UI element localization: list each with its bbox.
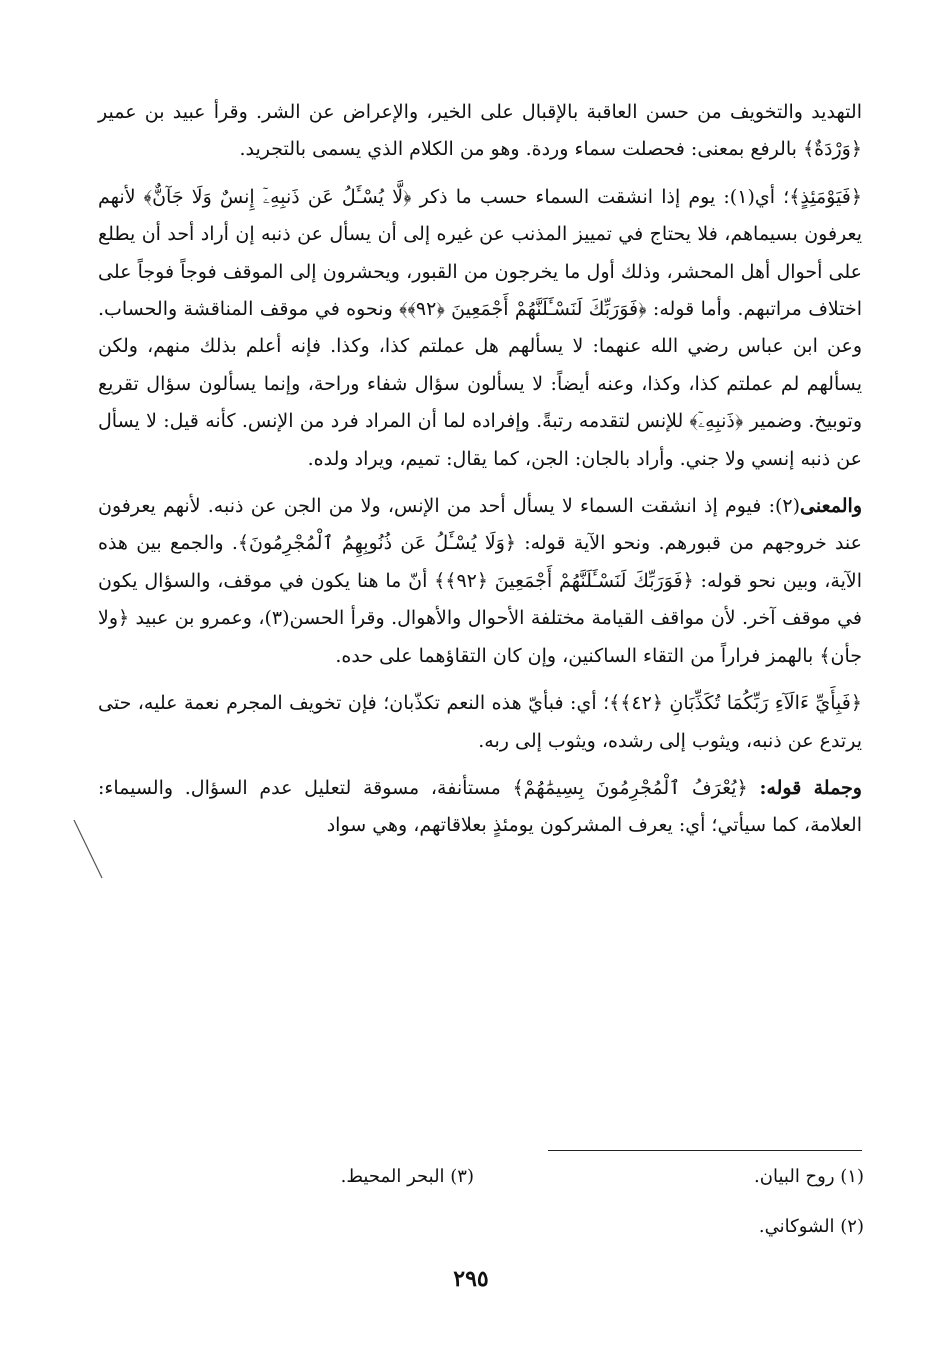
paragraph-3-text: (٢): فيوم إذ انشقت السماء لا يسأل أحد من الإنس، ولا من الجن عن ذنبه. لأنهم يعرفون عند خروجهم من قبورهم. ونحو الآية قوله: ﴿وَلَا يُسْـَٔلُ عَن ذُنُوبِهِمُ ٱلْمُجْرِمُونَ﴾. والجمع بين هذه الآية، وبين نحو قوله: ﴿فَوَرَبِّكَ لَنَسْـَٔلَنَّهُمْ أَجْمَعِينَ ﴿٩٢﴾﴾ أنّ ما هنا يكون في موقف، والسؤال يكون في موقف آخر. لأن مواقف القيامة مختلفة الأحوال والأهوال. وقرأ الحسن(٣)، وعمرو بن عبيد ﴿ولا جأن﴾ بالهمز فراراً من التقاء الساكنين، وإن كان التقاؤهما على حده. (98, 495, 862, 667)
footnote-3: (٣) البحر المحيط. (340, 1166, 474, 1187)
footnote-1: (١) روح البيان. (754, 1166, 864, 1187)
paragraph-5 (98, 770, 862, 845)
paragraph-3 (98, 488, 862, 675)
paragraph-1: التهديد والتخويف من حسن العاقبة بالإقبال على الخير، والإعراض عن الشر. وقرأ عبيد بن عمير ﴿وَرْدَةٌ﴾ بالرفع بمعنى: فحصلت سماء وردة. وهو من الكلام الذي يسمى بالتجريد. (98, 101, 862, 161)
footnote-divider (548, 1150, 862, 1151)
paragraph-4: ﴿فَبِأَيِّ ءَالَآءِ رَبِّكُمَا تُكَذِّبَانِ ﴿٤٢﴾﴾؛ أي: فبأيّ هذه النعم تكذّبان؛ فإن تخويف المجرم نعمة عليه، حتى يرتدع عن ذنبه، ويثوب إلى رشده، ويثوب إلى ربه. (98, 692, 862, 752)
footnotes (104, 1166, 864, 1266)
footnote-2: (٢) الشوكاني. (758, 1216, 864, 1237)
scan-mark-line (72, 818, 106, 882)
main-text (98, 94, 862, 845)
paragraph-5-lead: وجملة قوله: (759, 776, 862, 799)
paragraph-5-text: ﴿يُعْرَفُ ٱلْمُجْرِمُونَ بِسِيمَٰهُمْ﴾ مستأنفة، مسوقة لتعليل عدم السؤال. والسيماء: العلامة، كما سيأتي؛ أي: يعرف المشركون يومئذٍ بعلاقاتهم، وهي سواد (98, 776, 862, 837)
paragraph-2: ﴿فَيَوْمَئِذٍ﴾؛ أي(١): يوم إذا انشقت السماء حسب ما ذكر ﴿لَّا يُسْـَٔلُ عَن ذَنبِهِۦٓ إِنسٌ وَلَا جَآنٌّ﴾ لأنهم يعرفون بسيماهم، فلا يحتاج في تمييز المذنب عن غيره إلى أن يسأل عن ذنبه إن أراد أحد أن يطلع على أحوال أهل المحشر، وذلك أول ما يخرجون من القبور، ويحشرون إلى الموقف فوجاً فوجاً على اختلاف مراتبهم. وأما قوله: ﴿فَوَرَبِّكَ لَنَسْـَٔلَنَّهُمْ أَجْمَعِينَ ﴿٩٢﴾﴾ ونحوه في موقف المناقشة والحساب. وعن ابن عباس رضي الله عنهما: لا يسألهم هل عملتم كذا، وكذا. فإنه أعلم بذلك منهم، ولكن يسألهم لم عملتم كذا، وكذا، وعنه أيضاً: لا يسألون سؤال شفاء وراحة، وإنما يسألون سؤال تقريع وتوبيخ. وضمير ﴿ذَنبِهِۦٓ﴾ للإنس لتقدمه رتبةً. وإفراده لما أن المراد فرد من الإنس. كأنه قيل: لا يسأل عن ذنبه إنسي ولا جني. وأراد بالجان: الجن، كما يقال: تميم، ويراد ولده. (98, 185, 862, 470)
page-number: ٢٩٥ (453, 1266, 489, 1292)
paragraph-3-lead: والمعنى (800, 495, 862, 518)
